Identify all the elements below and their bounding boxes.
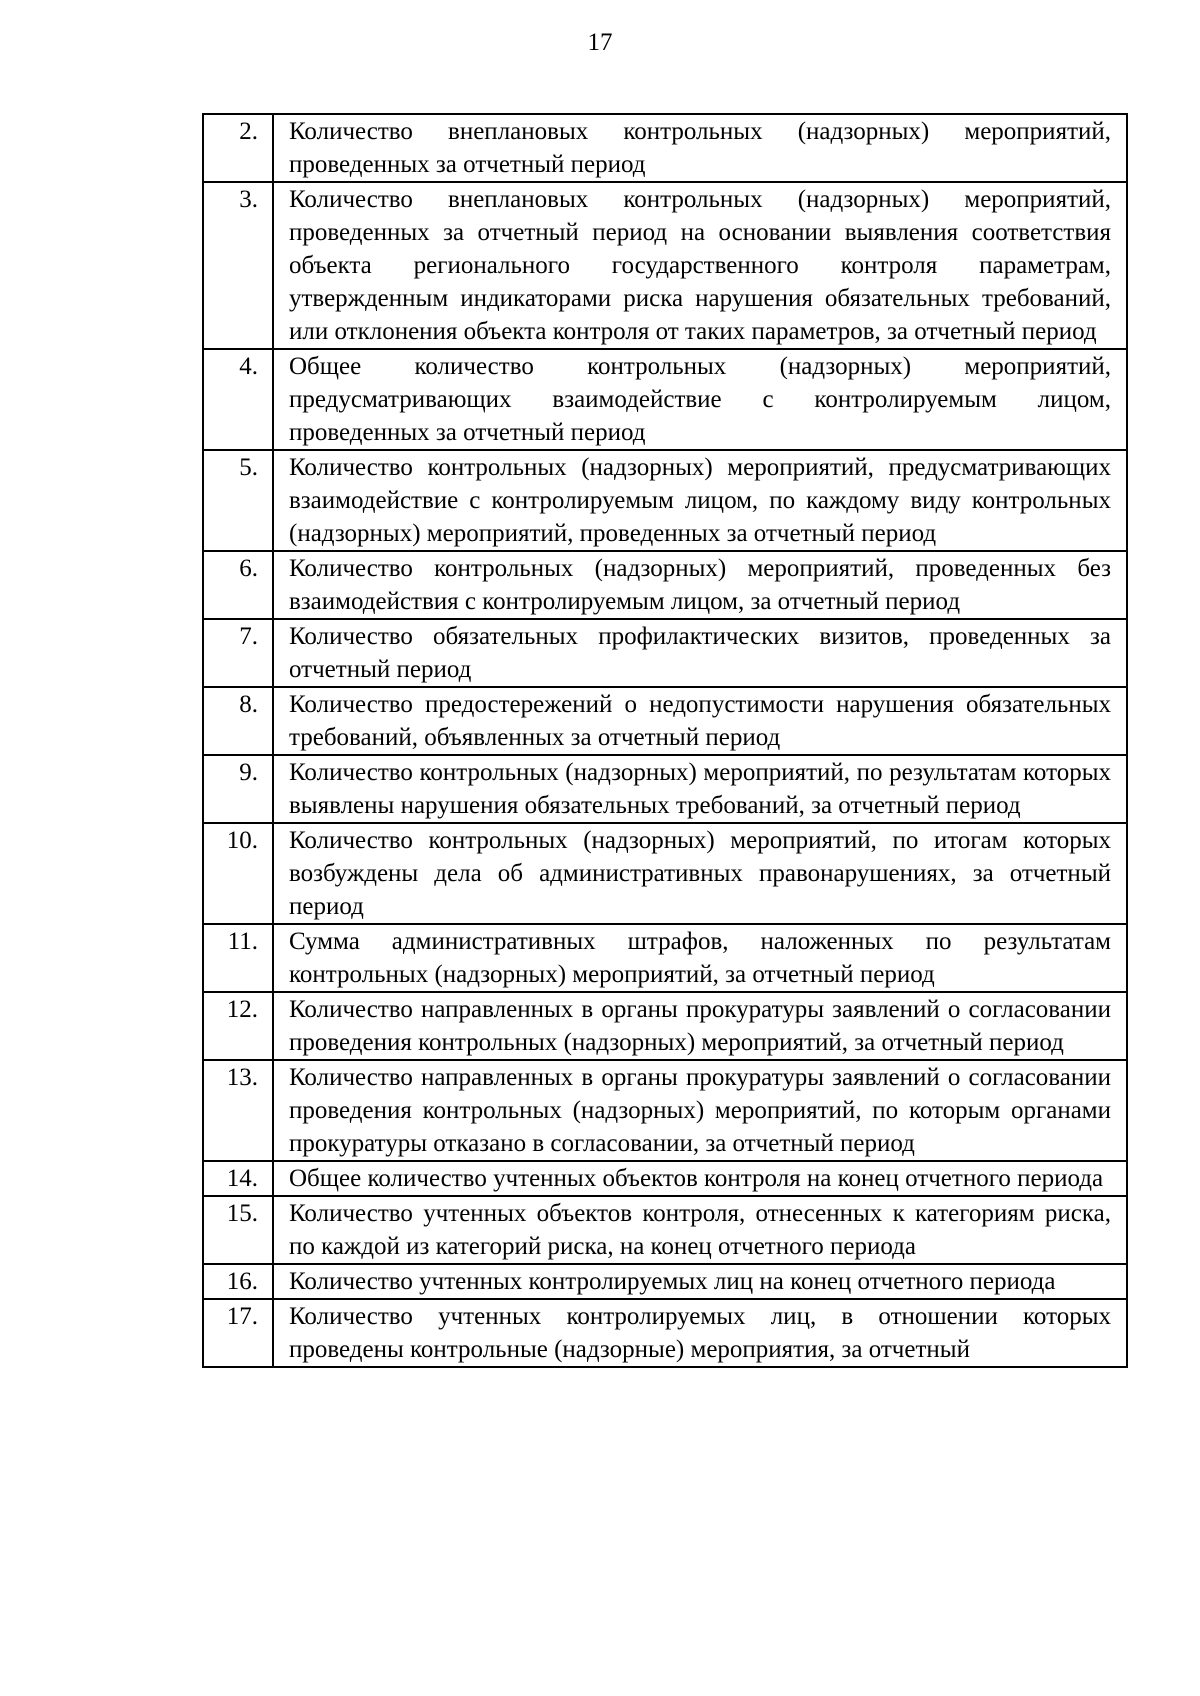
row-number: 9. [203, 755, 273, 823]
row-indicator-text: Количество контрольных (надзорных) мероприятий, предусматривающих взаимодействие с контролируемым лицом, по каждому виду контрольных (надзорных) мероприятий, проведенных за отчетный период [273, 450, 1127, 551]
table-row [203, 755, 1127, 823]
row-number: 8. [203, 687, 273, 755]
row-indicator-text: Количество контрольных (надзорных) мероприятий, по итогам которых возбуждены дела об административных правонарушениях, за отчетный период [273, 823, 1127, 924]
row-number: 3. [203, 182, 273, 349]
row-number: 4. [203, 349, 273, 450]
table-row [203, 1264, 1127, 1299]
row-number: 7. [203, 619, 273, 687]
row-number: 11. [203, 924, 273, 992]
table-row [203, 349, 1127, 450]
row-indicator-text: Количество учтенных объектов контроля, отнесенных к категориям риска, по каждой из категорий риска, на конец отчетного периода [273, 1196, 1127, 1264]
table-row [203, 114, 1127, 182]
row-indicator-text: Количество внеплановых контрольных (надзорных) мероприятий, проведенных за отчетный период на основании выявления соответствия объекта регионального государственного контроля параметрам, утвержденным индикаторами риска нарушения обязательных требований, или отклонения объекта контроля от таких параметров, за отчетный период [273, 182, 1127, 349]
table-row [203, 924, 1127, 992]
row-number: 2. [203, 114, 273, 182]
table-row [203, 450, 1127, 551]
row-number: 12. [203, 992, 273, 1060]
row-indicator-text: Количество направленных в органы прокуратуры заявлений о согласовании проведения контрольных (надзорных) мероприятий, по которым органами прокуратуры отказано в согласовании, за отчетный период [273, 1060, 1127, 1161]
table-row [203, 823, 1127, 924]
row-indicator-text: Количество контрольных (надзорных) мероприятий, проведенных без взаимодействия с контролируемым лицом, за отчетный период [273, 551, 1127, 619]
indicators-table [202, 113, 1128, 1368]
indicators-table-body [203, 114, 1127, 1367]
table-row [203, 687, 1127, 755]
row-number: 16. [203, 1264, 273, 1299]
table-row [203, 1299, 1127, 1367]
table-row [203, 182, 1127, 349]
page-number: 17 [587, 29, 613, 56]
row-indicator-text: Количество внеплановых контрольных (надзорных) мероприятий, проведенных за отчетный период [273, 114, 1127, 182]
row-indicator-text: Количество обязательных профилактических визитов, проведенных за отчетный период [273, 619, 1127, 687]
row-indicator-text: Общее количество контрольных (надзорных) мероприятий, предусматривающих взаимодействие с контролируемым лицом, проведенных за отчетный период [273, 349, 1127, 450]
row-number: 17. [203, 1299, 273, 1367]
table-row [203, 1060, 1127, 1161]
row-number: 13. [203, 1060, 273, 1161]
table-row [203, 551, 1127, 619]
row-indicator-text: Общее количество учтенных объектов контроля на конец отчетного периода [273, 1161, 1127, 1196]
row-indicator-text: Количество предостережений о недопустимости нарушения обязательных требований, объявленных за отчетный период [273, 687, 1127, 755]
row-number: 10. [203, 823, 273, 924]
table-row [203, 1196, 1127, 1264]
table-row [203, 619, 1127, 687]
table-row [203, 1161, 1127, 1196]
row-indicator-text: Количество контрольных (надзорных) мероприятий, по результатам которых выявлены нарушения обязательных требований, за отчетный период [273, 755, 1127, 823]
row-number: 5. [203, 450, 273, 551]
row-indicator-text: Сумма административных штрафов, наложенных по результатам контрольных (надзорных) мероприятий, за отчетный период [273, 924, 1127, 992]
row-indicator-text: Количество учтенных контролируемых лиц на конец отчетного периода [273, 1264, 1127, 1299]
row-number: 14. [203, 1161, 273, 1196]
table-row [203, 992, 1127, 1060]
row-number: 6. [203, 551, 273, 619]
row-number: 15. [203, 1196, 273, 1264]
row-indicator-text: Количество учтенных контролируемых лиц, в отношении которых проведены контрольные (надзорные) мероприятия, за отчетный [273, 1299, 1127, 1367]
row-indicator-text: Количество направленных в органы прокуратуры заявлений о согласовании проведения контрольных (надзорных) мероприятий, за отчетный период [273, 992, 1127, 1060]
